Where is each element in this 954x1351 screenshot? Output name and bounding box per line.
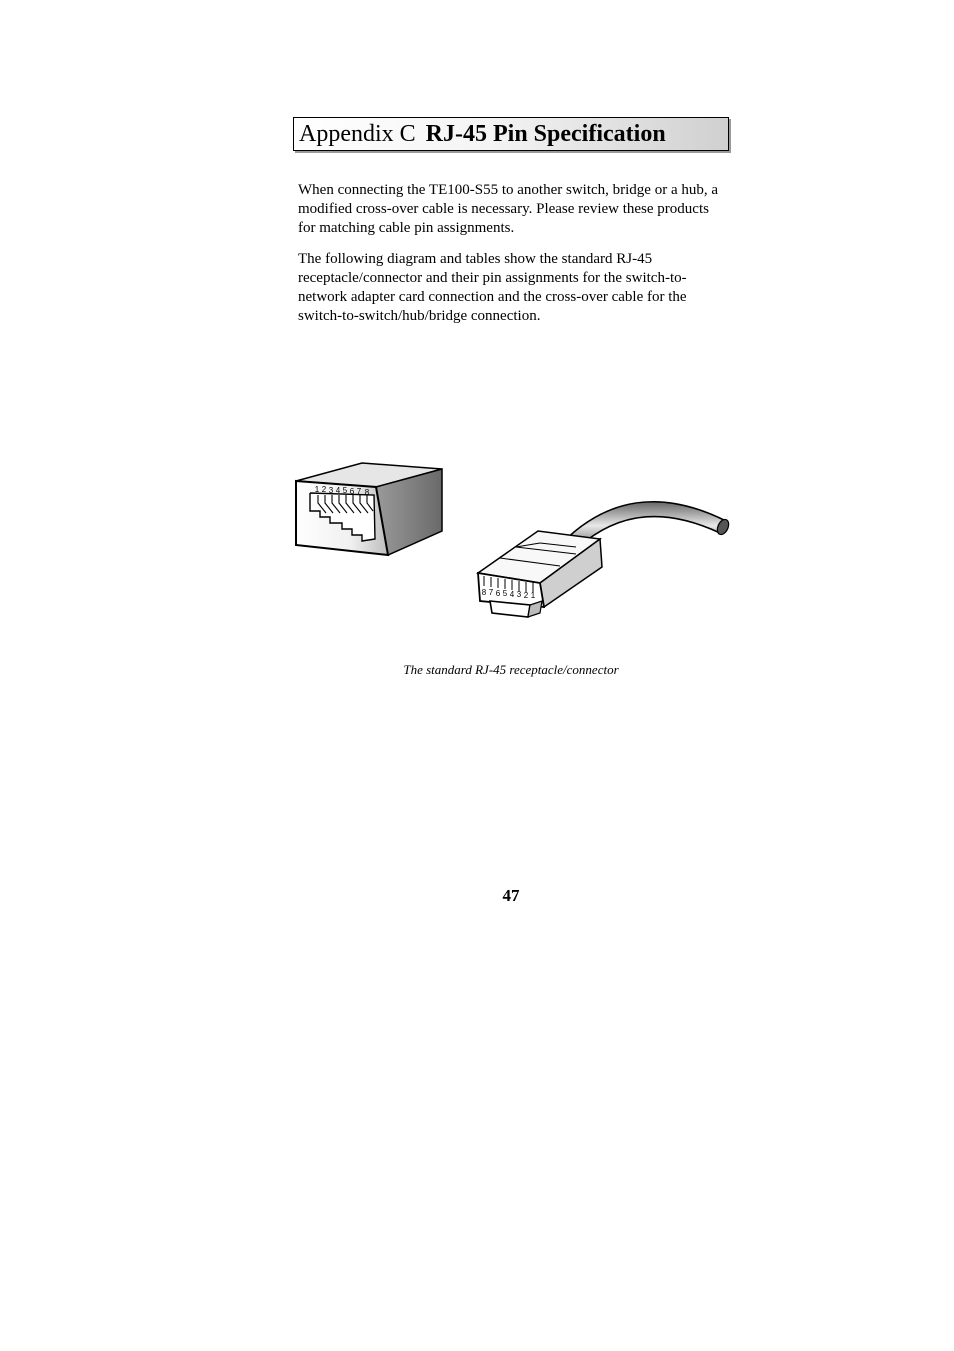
plug-pin-label: 4	[509, 590, 515, 599]
figure-caption: The standard RJ-45 receptacle/connector	[403, 662, 619, 677]
appendix-heading	[299, 120, 666, 148]
plug-pin-label: 7	[488, 588, 494, 597]
receptacle-pin-label: 3	[328, 486, 334, 495]
rj45-plug	[478, 502, 731, 617]
rj45-receptacle	[296, 463, 442, 555]
diagram-description-paragraph: The following diagram and tables show the standard RJ-45 receptacle/connector and their pin assignments for the switch-to-network adapter card connection and the cross-over cable for the switch-to-switch/hub/bridge connection.	[298, 251, 687, 324]
receptacle-pin-label: 5	[342, 486, 348, 495]
receptacle-pin-label: 7	[356, 487, 362, 496]
receptacle-pin-label: 4	[335, 486, 341, 495]
receptacle-pin-label: 2	[321, 485, 327, 494]
receptacle-pin-label: 6	[349, 487, 355, 496]
receptacle-pin-label: 8	[364, 488, 370, 497]
page-number: 47	[502, 886, 520, 905]
appendix-label: Appendix C	[299, 121, 416, 147]
plug-pin-label: 1	[530, 591, 536, 600]
rj45-diagram	[290, 455, 734, 627]
intro-paragraph: When connecting the TE100-S55 to another switch, bridge or a hub, a modified cross-over cable is necessary. Please review these products for matching cable pin assignments.	[298, 182, 719, 236]
appendix-title-box	[293, 117, 729, 151]
receptacle-pin-label: 1	[314, 485, 320, 494]
plug-pin-label: 2	[523, 591, 529, 600]
plug-pin-label: 8	[481, 588, 487, 597]
plug-pin-label: 3	[516, 590, 522, 599]
plug-pin-label: 5	[502, 589, 508, 598]
appendix-title: RJ-45 Pin Specification	[425, 121, 666, 147]
plug-pin-label: 6	[495, 589, 501, 598]
